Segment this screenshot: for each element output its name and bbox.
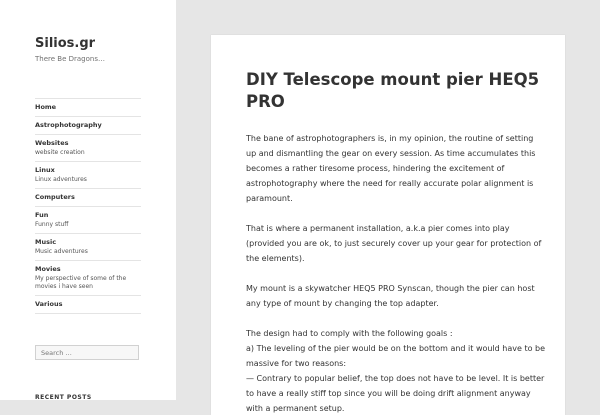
menu-item-description: Linux adventures bbox=[35, 176, 87, 183]
menu-item-label[interactable]: Computers bbox=[35, 193, 75, 201]
sidebar bbox=[0, 0, 176, 400]
menu-item-description: website creation bbox=[35, 149, 85, 156]
article-paragraph: The bane of astrophotographers is, in my opinion, the routine of setting up and dismantling the gear on every session. As time accumulates this becomes a rather tiresome process, hindering the excitement of astrophotography where the need for really accurate polar alignment is paramount. bbox=[246, 134, 536, 203]
goal-a-detail: — Contrary to popular belief, the top does not have to be level. It is better to have a really stiff top since you will be doing drift alignment anyway with a permanent setup. bbox=[246, 374, 545, 413]
menu-item-label[interactable]: Various bbox=[35, 300, 63, 308]
search-input[interactable] bbox=[35, 345, 139, 360]
menu-item-description: My perspective of some of the movies i have seen bbox=[35, 275, 127, 290]
main-menu bbox=[35, 98, 141, 314]
menu-item-label[interactable]: Music bbox=[35, 238, 57, 246]
menu-item-label[interactable]: Astrophotography bbox=[35, 121, 102, 129]
article-card bbox=[211, 35, 565, 415]
menu-item-label[interactable]: Websites bbox=[35, 139, 69, 147]
recent-posts-heading: RECENT POSTS bbox=[35, 394, 92, 400]
menu-item-music[interactable] bbox=[35, 234, 141, 261]
menu-item-home[interactable] bbox=[35, 99, 141, 117]
article-body bbox=[246, 131, 546, 415]
site-title-link[interactable]: Silios.gr bbox=[35, 36, 96, 51]
menu-item-fun[interactable] bbox=[35, 207, 141, 234]
menu-item-linux[interactable] bbox=[35, 162, 141, 189]
site-description: There Be Dragons… bbox=[35, 55, 105, 63]
article-paragraph: My mount is a skywatcher HEQ5 PRO Synscan, though the pier can host any type of mount by changing the top adapter. bbox=[246, 284, 535, 308]
menu-item-label[interactable]: Movies bbox=[35, 265, 61, 273]
article-title: DIY Telescope mount pier HEQ5 PRO bbox=[246, 70, 540, 111]
menu-item-computers[interactable] bbox=[35, 189, 141, 207]
menu-item-description: Music adventures bbox=[35, 248, 88, 255]
menu-item-description: Funny stuff bbox=[35, 221, 69, 228]
menu-item-label[interactable]: Linux bbox=[35, 166, 55, 174]
menu-item-label[interactable]: Home bbox=[35, 103, 57, 111]
menu-item-label[interactable]: Fun bbox=[35, 211, 49, 219]
menu-item-various[interactable] bbox=[35, 296, 141, 314]
menu-item-astrophotography[interactable] bbox=[35, 117, 141, 135]
goals-intro: The design had to comply with the following goals : bbox=[246, 329, 453, 338]
goal-a: a) The leveling of the pier would be on the bottom and it would have to be massive for two reasons: bbox=[246, 344, 546, 368]
menu-item-movies[interactable] bbox=[35, 261, 141, 296]
menu-item-websites[interactable] bbox=[35, 135, 141, 162]
article-paragraph: That is where a permanent installation, a.k.a pier comes into play (provided you are ok, to just securely cover up your gear for protection of the elements). bbox=[246, 224, 542, 263]
